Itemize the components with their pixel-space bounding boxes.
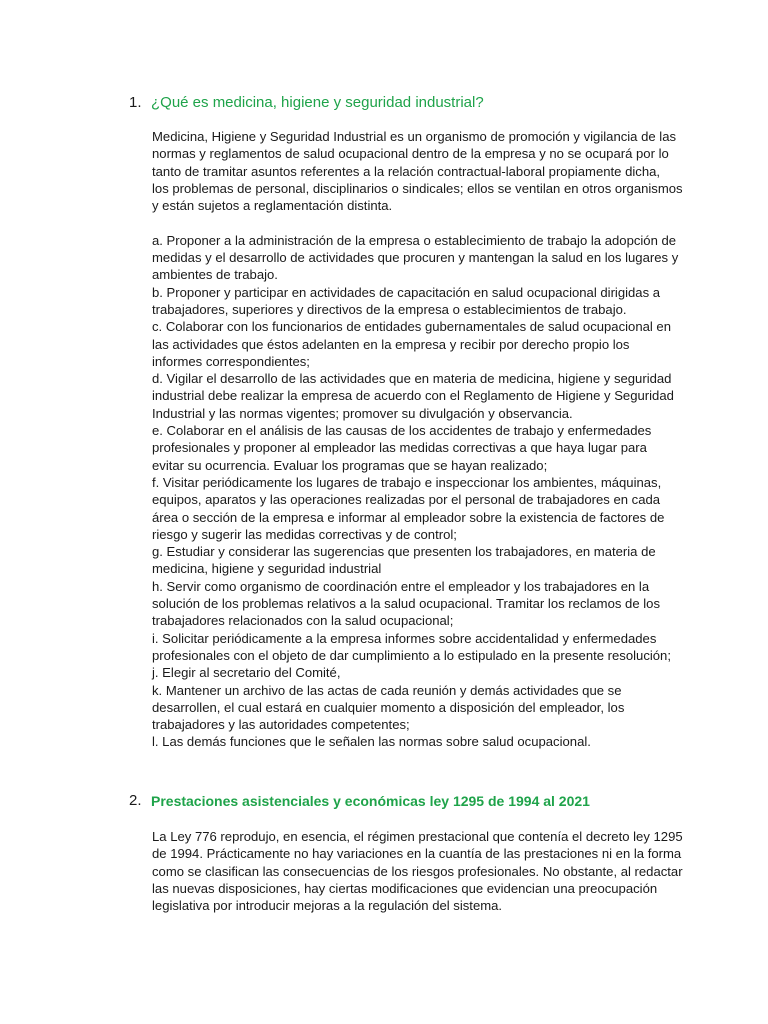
list-line: ambientes de trabajo. (152, 267, 278, 283)
list-line: trabajadores, superiores y directivos de la empresa o establecimientos de trabajo. (152, 301, 627, 317)
list-line: industrial debe realizar la empresa de acuerdo con el Reglamento de Higiene y Seguridad (152, 388, 674, 404)
section-2-number: 2. (129, 792, 142, 809)
section-2-title: Prestaciones asistenciales y económicas ley 1295 de 1994 al 2021 (151, 793, 590, 809)
section-2-body (152, 828, 683, 914)
list-line: riesgo y sugerir las medidas correctivas y de control; (152, 526, 457, 542)
list-line: profesionales y proponer al empleador las medidas correctivas a que haya lugar para (152, 440, 647, 456)
list-line: j. Elegir al secretario del Comité, (152, 665, 341, 681)
section-1-number: 1. (129, 94, 142, 111)
list-line: informes correspondientes; (152, 353, 310, 369)
list-line: g. Estudiar y considerar las sugerencias que presenten los trabajadores, en materia de (152, 544, 656, 560)
body-line: legislativa por introducir mejoras a la regulación del sistema. (152, 898, 503, 914)
list-line: Industrial y las normas vigentes; promover su divulgación y observancia. (152, 405, 573, 421)
list-line: f. Visitar periódicamente los lugares de trabajo e inspeccionar los ambientes, máquinas, (152, 474, 662, 490)
intro-line: los problemas de personal, disciplinarios o sindicales; ellos se ventilan en otros organismos (152, 180, 683, 196)
list-line: desarrollen, el cual estará en cualquier momento a disposición del empleador, los (152, 699, 625, 715)
intro-line: y están sujetos a reglamentación distinta. (152, 198, 393, 214)
list-line: solución de los problemas relativos a la salud ocupacional. Tramitar los reclamos de los (152, 596, 660, 612)
body-line: de 1994. Prácticamente no hay variaciones en la cuantía de las prestaciones ni en la forma (152, 846, 682, 862)
list-line: evitar su ocurrencia. Evaluar los programas que se hayan realizado; (152, 457, 548, 473)
body-line: como se clasifican las consecuencias de los riesgos profesionales. No obstante, al redactar (152, 863, 683, 879)
list-line: b. Proponer y participar en actividades de capacitación en salud ocupacional dirigidas a (152, 284, 661, 300)
list-line: equipos, aparatos y las operaciones realizadas por el personal de trabajadores en cada (152, 492, 661, 508)
intro-line: tanto de tramitar asuntos referentes a la relación contractual-laboral propiamente dicha, (152, 163, 661, 179)
paragraph-gap (152, 214, 660, 231)
list-line: medicina, higiene y seguridad industrial (152, 561, 382, 577)
list-line: h. Servir como organismo de coordinación entre el empleador y los trabajadores en la (152, 578, 650, 594)
section-2-heading (0, 790, 768, 812)
list-line: d. Vigilar el desarrollo de las actividades que en materia de medicina, higiene y seguridad (152, 371, 672, 387)
body-line: las nuevas disposiciones, hay ciertas modificaciones que evidencian una preocupación (152, 880, 658, 896)
list-line: l. Las demás funciones que le señalen las normas sobre salud ocupacional. (152, 734, 591, 750)
section-1-heading (0, 92, 768, 114)
list-line: las actividades que éstos adelanten en la empresa y recibir por derecho propio los (152, 336, 630, 352)
list-line: trabajadores relacionados con la salud ocupacional; (152, 613, 454, 629)
intro-line: normas y reglamentos de salud ocupacional dentro de la empresa y no se ocupará por lo (152, 146, 669, 162)
list-line: e. Colaborar en el análisis de las causas de los accidentes de trabajo y enfermedades (152, 423, 652, 439)
list-line: i. Solicitar periódicamente a la empresa informes sobre accidentalidad y enfermedades (152, 630, 657, 646)
section-1-body (152, 128, 683, 751)
section-1-title: ¿Qué es medicina, higiene y seguridad industrial? (151, 94, 484, 111)
list-line: trabajadores y las autoridades competentes; (152, 717, 410, 733)
list-line: medidas y el desarrollo de actividades que procuren y mantengan la salud en los lugares y (152, 250, 679, 266)
body-line: La Ley 776 reprodujo, en esencia, el régimen prestacional que contenía el decreto ley 1295 (152, 829, 683, 844)
list-line: profesionales con el objeto de dar cumplimiento a lo estipulado en la presente resolución; (152, 647, 671, 663)
list-line: k. Mantener un archivo de las actas de cada reunión y demás actividades que se (152, 682, 622, 698)
intro-line: Medicina, Higiene y Seguridad Industrial es un organismo de promoción y vigilancia de las (152, 129, 677, 144)
list-line: c. Colaborar con los funcionarios de entidades gubernamentales de salud ocupacional en (152, 319, 671, 335)
list-line: área o sección de la empresa e informar al empleador sobre la existencia de factores de (152, 509, 665, 525)
list-line: a. Proponer a la administración de la empresa o establecimiento de trabajo la adopción de (152, 232, 677, 248)
